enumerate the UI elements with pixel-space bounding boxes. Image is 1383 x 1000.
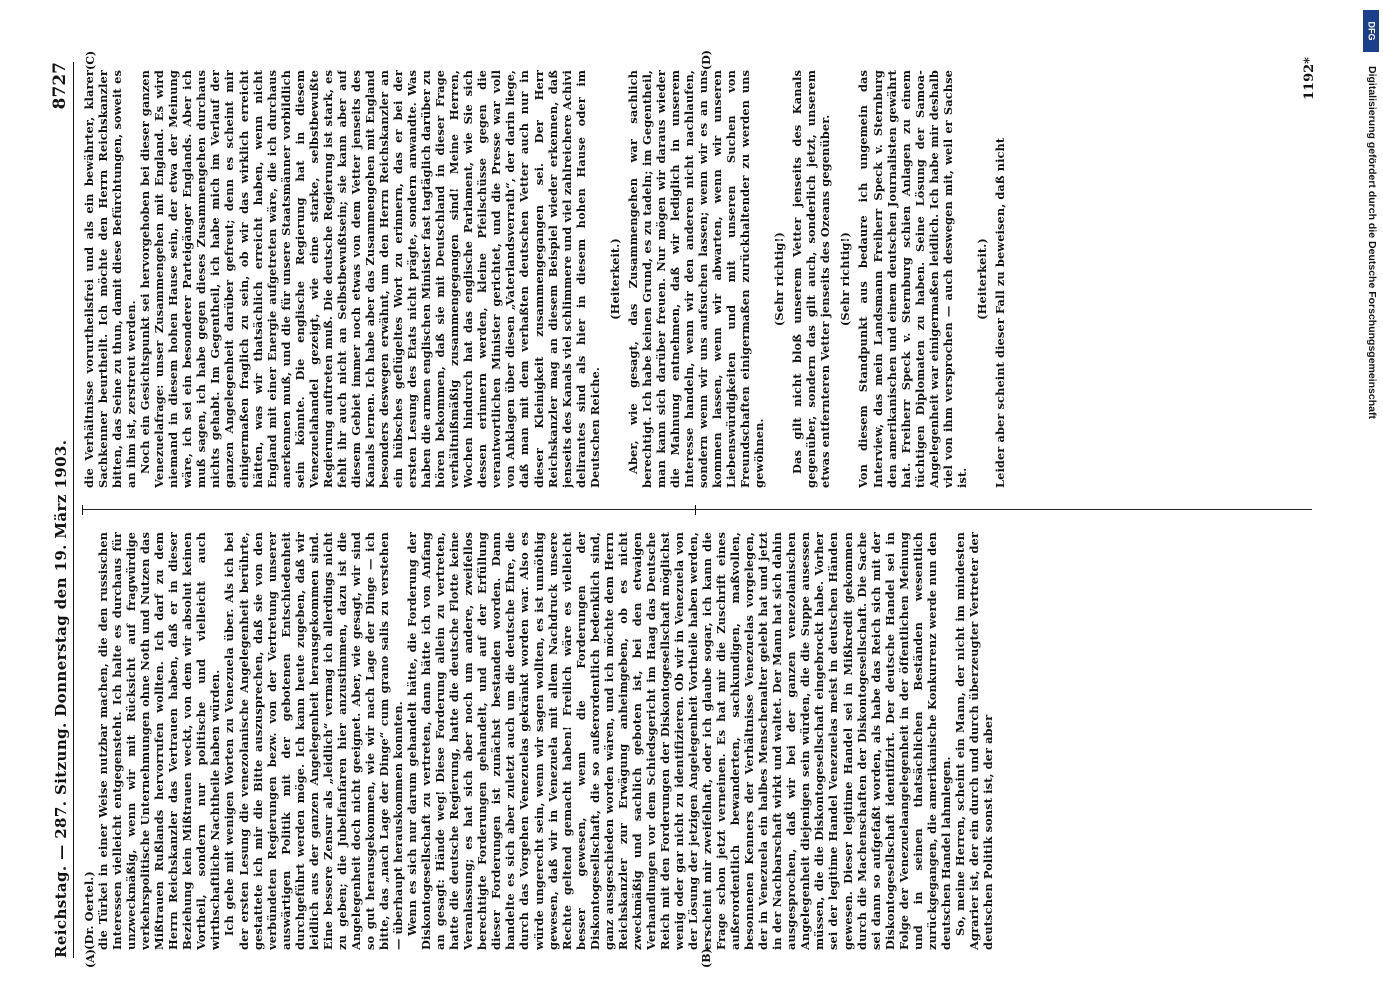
- divider-tick-mid: [695, 505, 696, 515]
- header-title: Reichstag. — 287. Sitzung. Donnerstag den 19. März 1903.: [52, 439, 70, 958]
- credit-strip: [1360, 6, 1380, 996]
- header-rule: [73, 62, 74, 958]
- paragraph: die Türkei in einer Weise nutzbar machen, die den russischen Interessen vielleicht entgegensteht. Ich halte es durchaus für unzweckmäßig, wenn wir mit Rücksicht auf fragwürdige verkehrspolitische Unternehmungen ohne Noth und Nutzen das Mißtrauen Rußlands hervorrufen wollten. Ich darf zu dem Herrn Reichskanzler das Vertrauen haben, daß er in dieser Beziehung kein Mißtrauen weckt, von dem wir absolut keinen Vortheil, sondern nur politische und vielleicht auch wirthschaftliche Nachtheile haben würden.: [96, 532, 223, 950]
- paragraph: Wenn es sich nur darum gehandelt hätte, die Forderung der Diskontogesellschaft zu vertreten, dann hätte ich von Anfang an gesagt: Hände weg! Diese Forderung allein zu vertreten, hatte die deutsche Regierung, hatte die deutsche Flotte keine Veranlassung; es hat sich aber noch um andere, zweifellos berechtigte Forderungen gehandelt, und auf der Erfüllung dieser Forderungen ist zunächst bestanden worden. Dann handelte es sich aber zuletzt auch um die deutsche Ehre, die durch das Vorgehen Venezuelas gekränkt worden war. Also es würde ungerecht sein, wenn wir sagen wollten, es ist unnöthig gewesen, daß wir in Venezuela mit allem Nachdruck unsere Rechte geltend gemacht haben! Freilich wäre es vielleicht besser gewesen, wenn die Forderungen der Diskontogesellschaft, die so außerordentlich bedenklich sind, ganz ausgeschieden worden wären, und ich möchte dem Herrn Reichskanzler zur Erwägung anheimgeben, ob es nicht zweckmäßig und sachlich geboten ist, bei den etwaigen Verhandlungen vor dem Schiedsgericht im Haag das Deutsche Reich mit den Forderungen der Diskontogesellschaft möglichst wenig oder gar nicht zu identifizieren. Ob wir in Venezuela von der Lösung der jetzigen Angelegenheit Vortheile haben werden, erscheint mir zweifelhaft, oder ich glaube sogar, ich kann die Frage schon jetzt verneinen. Es hat mir die Zuschrift eines außerordentlich bewanderten, sachkundigen, maßvollen, besonnenen Kenners der Verhältnisse Venezuelas vorgelegen, der in Venezuela ein halbes Menschenalter gelebt hat und jetzt in der Nachbarschaft wirkt und waltet. Der Mann hat sich dahin ausgesprochen, daß wir bei der ganzen venezolanischen Angelegenheit diejenigen sein würden, die die Suppe ausessen müssen, die die Diskontogesellschaft eingebrockt habe. Vorher sei der legitime Handel Venezuelas meist in deutschen Händen gewesen. Dieser legitime Handel sei in Mißkredit gekommen durch die Machenschaften der Diskontogesellschaft. Die Sache sei dann so aufgefaßt worden, als habe das Reich sich mit der Diskontogesellschaft identifizirt. Der deutsche Handel sei in Folge der Venezuelaangelegenheit in der öffentlichen Meinung und in seinen thatsächlichen Beständen wesentlich zurückgegangen, die amerikanische Konkurrenz werde nun den deutschen Handel lahmlegen.: [405, 532, 953, 950]
- paragraph: Ich gehe mit wenigen Worten zu Venezuela über. Als ich bei der ersten Lesung die venezolanische Angelegenheit berührte, gestattete ich mir die Bitte auszusprechen, daß sie von den verbündeten Regierungen bezw. von der Vertretung unserer auswärtigen Politik mit der gebotenen Entschiedenheit durchgeführt werden möge. Ich kann heute zugeben, daß wir leidlich aus der ganzen Angelegenheit herausgekommen sind. Eine bessere Zensur als „leidlich“ vermag ich allerdings nicht zu geben; die Jubelfanfaren hier anzustimmen, dazu ist die Angelegenheit doch nicht geeignet. Aber, wie gesagt, wir sind so gut herausgekommen, wie wir nach Lage der Dinge — ich bitte, das „nach Lage der Dinge“ cum grano salis zu verstehen — überhaupt herauskommen konnten.: [222, 532, 406, 950]
- dfg-logo: DFG: [1363, 10, 1379, 52]
- paragraph: Aber, wie gesagt, das Zusammengehen war sachlich berechtigt. Ich habe keinen Grund, es zu tadeln; im Gegentheil, man kann sich darüber freuen. Nur mögen wir daraus wieder die Mahnung entnehmen, daß wir lediglich in unserem Interesse handeln, wenn wir den anderen nicht nachlaufen, sondern wenn wir uns aufsuchen lassen; wenn wir es an uns kommen lassen, wenn wir abwarten, wenn wir unseren Liebenswürdigkeiten und mit unseren Suchen von Freundschaften einigermaßen zurückhaltender zu werden uns gewöhnen.: [625, 70, 767, 488]
- paragraph: Das gilt nicht bloß unserem Vetter jenseits des Kanals gegenüber, sondern das gilt auch, sonderlich jetzt, unserem etwas entfernteren Vetter jenseits des Ozeans gegenüber.: [790, 70, 833, 488]
- page-number: 8727: [50, 62, 70, 110]
- paragraph: Noch ein Gesichtspunkt sei hervorgehoben bei dieser ganzen Venezuelafrage: unser Zusammengehen mit England. Es wird niemand in diesem hohen Hause sein, der etwa der Meinung wäre, ich sei ein besonderer Parteigänger Englands. Aber ich muß sagen, ich habe gegen dieses Zusammengehen durchaus nichts gehabt. Im Gegentheil, ich habe mich im Verlauf der ganzen Angelegenheit darüber gefreut; denn es scheint mir einigermaßen fraglich zu sein, ob wir das wirklich erreicht hätten, was wir thatsächlich erreicht haben, wenn nicht England mit einer Energie aufgetreten wäre, die ich durchaus anerkennen muß, und die für unsere Staatsmänner vorbildlich sein könnte. Die englische Regierung hat in diesem Venezuelahandel gezeigt, wie eine starke, selbstbewußte Regierung auftreten muß. Die deutsche Regierung ist stark, es fehlt ihr auch nicht an Selbstbewußtsein; sie kann aber auf diesem Gebiet immer noch etwas von dem Vetter jenseits des Kanals lernen. Ich habe aber das Zusammengehen mit England besonders deswegen erwähnt, um den Herrn Reichskanzler an ein hübsches geflügeltes Wort zu erinnern, das er bei der ersten Lesung des Etats nicht prägte, sondern anwandte. Was haben die armen englischen Minister fast tagtäglich darüber zu hören bekommen, daß sie mit Deutschland in dieser Frage verhältnißmäßig zusammengegangen sind! Meine Herren, Wochen hindurch hat das englische Parlament, wie Sie sich dessen erinnern werden, kleine Pfeilschüsse gegen die verantwortlichen Minister gerichtet, und die Presse war voll von Anklagen über diesen „Vaterlandsverrath“, der darin liege, daß man mit dem verhaßten deutschen Vetter auch nur in dieser Kleinigkeit zusammengegangen sei. Der Herr Reichskanzler mag an diesem Beispiel wieder erkennen, daß jenseits des Kanals viel schlimmere und viel zahlreichere Achivi delirantes sind als hier in diesem hohen Hause oder im Deutschen Reiche.: [138, 70, 602, 488]
- paragraph: So, meine Herren, scheint ein Mann, der nicht im mindesten Agrarier ist, der ein durch und durch überzeugter Vertreter der deutschen Politik sonst ist, der aber: [952, 532, 995, 950]
- left-column: [82, 532, 1317, 950]
- paragraph: die Verhältnisse vorurtheilsfrei und als ein bewährter, klarer Sachkenner beurtheilt. Ich möchte den Herrn Reichskanzler bitten, das Seine zu thun, damit diese Befürchtungen, soweit es an ihm ist, zerstreut werden.: [82, 70, 139, 488]
- margin-letter-b: (B): [700, 948, 713, 968]
- paragraph: Von diesem Standpunkt aus bedaure ich ungemein das Interview, das mein Landsmann Freiherr Speck v. Sternburg den amerikanischen und einem deutschen Journalisten gewährt hat. Freiherr Speck v. Sternburg schien Anlagen zu einem tüchtigen Diplomaten zu haben. Seine Lösung der Samoa-Angelegenheit war einigermaßen leidlich. Ich habe mir deshalb viel von ihm versprochen — auch deswegen mit, weil er Sachse ist.: [856, 70, 969, 488]
- margin-letter-a: (A): [84, 949, 97, 968]
- newspaper-sheet: [40, 50, 1335, 970]
- interjection: (Heiterkeit.): [974, 238, 989, 320]
- margin-letter-c: (C): [84, 50, 97, 70]
- interjection: (Sehr richtig!): [772, 231, 787, 327]
- speaker-label: (Dr. Oertel.): [82, 871, 96, 950]
- interjection: (Sehr richtig!): [838, 231, 853, 327]
- signature-number: 1192*: [1302, 57, 1317, 100]
- right-column: [82, 70, 1317, 488]
- column-divider: [82, 509, 1312, 510]
- divider-tick-top: [82, 505, 83, 515]
- running-header: [40, 62, 70, 958]
- interjection: (Heiterkeit.): [607, 238, 622, 320]
- credit-text: Digitalisierung gefördert durch die Deutsche Forschungsgemeinschaft: [1366, 66, 1378, 419]
- paragraph: Leider aber scheint dieser Fall zu beweisen, daß nicht: [992, 137, 1007, 488]
- margin-letter-d: (D): [700, 50, 713, 70]
